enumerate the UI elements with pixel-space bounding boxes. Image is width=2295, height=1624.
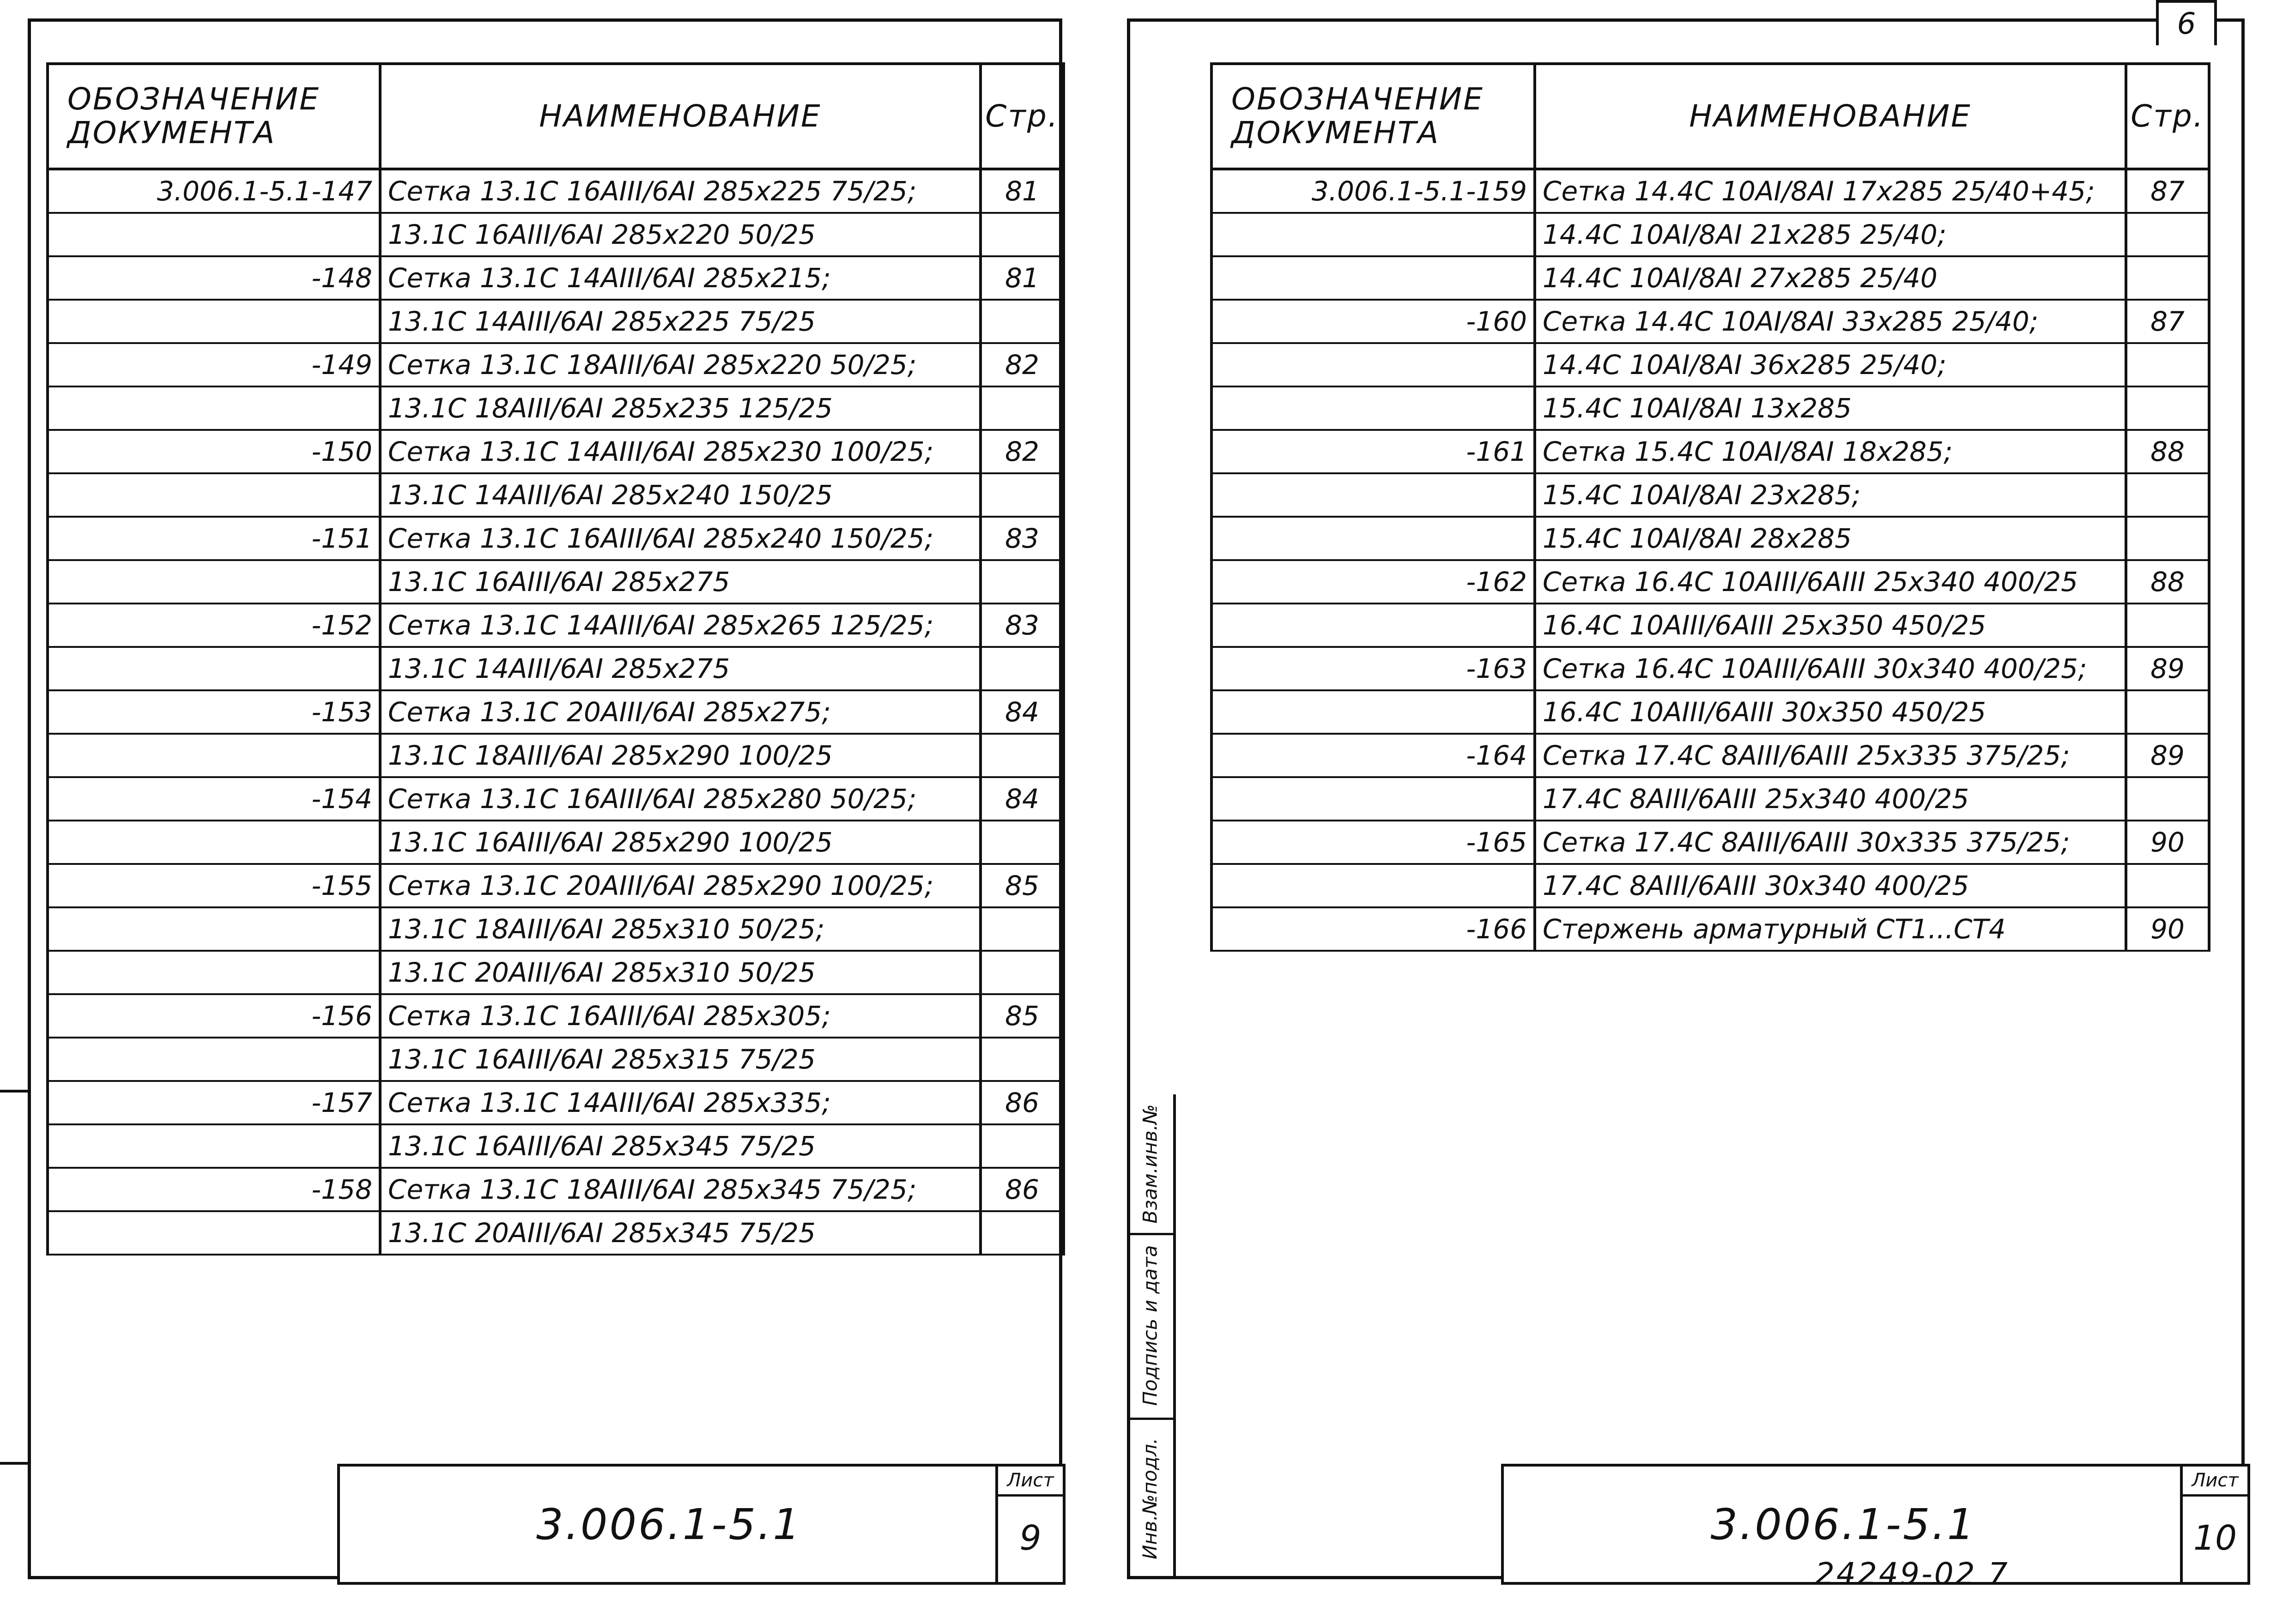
table-row xyxy=(48,213,1064,256)
page-cell: 86 xyxy=(981,1081,1064,1124)
name-cell: Сетка 16.4С 10AIII/6AIII 30x340 400/25; xyxy=(1535,647,2126,690)
doc-cell: -163 xyxy=(1211,647,1535,690)
doc-cell: -149 xyxy=(48,343,380,386)
left-spec-table xyxy=(46,62,1065,1256)
page-cell: 87 xyxy=(2126,300,2209,343)
name-cell: Сетка 13.1С 20AIII/6AI 285x290 100/25; xyxy=(380,864,981,907)
doc-cell: 3.006.1-5.1-159 xyxy=(1211,169,1535,213)
header-page: Стр. xyxy=(2126,64,2209,169)
doc-cell xyxy=(48,821,380,864)
doc-cell: -160 xyxy=(1211,300,1535,343)
table-row xyxy=(48,560,1064,604)
table-row xyxy=(48,1211,1064,1255)
table-row xyxy=(48,1168,1064,1211)
doc-cell: -156 xyxy=(48,994,380,1038)
page-cell: 81 xyxy=(981,169,1064,213)
page-cell: 85 xyxy=(981,864,1064,907)
name-cell: Сетка 13.1С 18AIII/6AI 285x220 50/25; xyxy=(380,343,981,386)
name-cell: Сетка 13.1С 20AIII/6AI 285x275; xyxy=(380,690,981,734)
table-row xyxy=(48,169,1064,213)
page-cell xyxy=(981,734,1064,777)
table-row xyxy=(1211,473,2209,517)
name-cell: Сетка 13.1С 16AIII/6AI 285x305; xyxy=(380,994,981,1038)
table-row xyxy=(1211,343,2209,386)
name-cell: Сетка 15.4С 10AI/8AI 18x285; xyxy=(1535,430,2126,473)
page-cell: 81 xyxy=(981,256,1064,300)
page-cell xyxy=(2126,386,2209,430)
name-cell: Сетка 13.1С 16AIII/6AI 285x240 150/25; xyxy=(380,517,981,560)
page-cell: 83 xyxy=(981,517,1064,560)
doc-cell xyxy=(1211,604,1535,647)
doc-cell: -161 xyxy=(1211,430,1535,473)
page-cell xyxy=(2126,213,2209,256)
page-cell xyxy=(981,1211,1064,1255)
name-cell: 13.1С 16AIII/6AI 285x220 50/25 xyxy=(380,213,981,256)
left-sheet-cell xyxy=(995,1467,1063,1582)
doc-cell xyxy=(48,647,380,690)
page-cell xyxy=(981,1038,1064,1081)
doc-cell xyxy=(48,300,380,343)
name-cell: 13.1С 16AIII/6AI 285x275 xyxy=(380,560,981,604)
doc-cell xyxy=(48,951,380,994)
name-cell: Сетка 17.4С 8AIII/6AIII 30x335 375/25; xyxy=(1535,821,2126,864)
doc-cell: -162 xyxy=(1211,560,1535,604)
table-row xyxy=(48,864,1064,907)
name-cell: 13.1С 18AIII/6AI 285x235 125/25 xyxy=(380,386,981,430)
left-sheet-number: 9 xyxy=(1019,1518,1042,1558)
left-sheet-label: Лист xyxy=(998,1467,1063,1497)
table-row xyxy=(48,1124,1064,1168)
table-row xyxy=(1211,300,2209,343)
table-row xyxy=(1211,604,2209,647)
name-cell: Сетка 14.4С 10AI/8AI 33x285 25/40; xyxy=(1535,300,2126,343)
doc-cell: -166 xyxy=(1211,907,1535,951)
page-cell xyxy=(981,821,1064,864)
table-row xyxy=(1211,213,2209,256)
doc-cell xyxy=(48,734,380,777)
left-binding-stub xyxy=(0,1090,30,1465)
doc-cell: -165 xyxy=(1211,821,1535,864)
header-row xyxy=(1211,64,2209,169)
page-cell xyxy=(981,386,1064,430)
table-row xyxy=(1211,386,2209,430)
page-cell: 83 xyxy=(981,604,1064,647)
doc-cell: -148 xyxy=(48,256,380,300)
table-row xyxy=(1211,734,2209,777)
table-row xyxy=(1211,430,2209,473)
name-cell: 14.4С 10AI/8AI 21x285 25/40; xyxy=(1535,213,2126,256)
name-cell: Сетка 13.1С 16AIII/6AI 285x280 50/25; xyxy=(380,777,981,821)
page-cell xyxy=(2126,256,2209,300)
name-cell: Сетка 13.1С 14AIII/6AI 285x265 125/25; xyxy=(380,604,981,647)
doc-cell: -157 xyxy=(48,1081,380,1124)
table-row xyxy=(48,1081,1064,1124)
side-inv-orig: Инв.№подл. xyxy=(1138,1437,1162,1559)
name-cell: Сетка 16.4С 10AIII/6AIII 25x340 400/25 xyxy=(1535,560,2126,604)
table-row xyxy=(48,951,1064,994)
left-title-block xyxy=(337,1464,1066,1585)
doc-cell xyxy=(48,560,380,604)
table-row xyxy=(1211,821,2209,864)
table-row xyxy=(1211,864,2209,907)
name-cell: 15.4С 10AI/8AI 23x285; xyxy=(1535,473,2126,517)
page-cell: 86 xyxy=(981,1168,1064,1211)
page-cell xyxy=(981,560,1064,604)
table-row xyxy=(48,473,1064,517)
table-row xyxy=(1211,256,2209,300)
page-cell: 90 xyxy=(2126,821,2209,864)
page-cell xyxy=(2126,343,2209,386)
name-cell: Сетка 13.1С 14AIII/6AI 285x335; xyxy=(380,1081,981,1124)
page-cell xyxy=(2126,777,2209,821)
name-cell: 14.4С 10AI/8AI 27x285 25/40 xyxy=(1535,256,2126,300)
doc-cell xyxy=(1211,386,1535,430)
page-cell xyxy=(981,473,1064,517)
page-corner-number: 6 xyxy=(2156,0,2217,45)
doc-cell: -152 xyxy=(48,604,380,647)
page-cell xyxy=(2126,517,2209,560)
doc-cell: -158 xyxy=(48,1168,380,1211)
name-cell: 13.1С 20AIII/6AI 285x310 50/25 xyxy=(380,951,981,994)
name-cell: 13.1С 14AIII/6AI 285x275 xyxy=(380,647,981,690)
name-cell: 13.1С 14AIII/6AI 285x225 75/25 xyxy=(380,300,981,343)
header-page: Стр. xyxy=(981,64,1064,169)
page-cell xyxy=(2126,473,2209,517)
table-row xyxy=(48,994,1064,1038)
table-row xyxy=(1211,169,2209,213)
page-cell: 82 xyxy=(981,430,1064,473)
table-row xyxy=(1211,690,2209,734)
name-cell: Сетка 13.1С 14AIII/6AI 285x215; xyxy=(380,256,981,300)
table-row xyxy=(48,907,1064,951)
side-sign-date: Подпись и дата xyxy=(1127,1233,1173,1420)
right-sheet-number: 10 xyxy=(2193,1518,2237,1558)
table-row xyxy=(48,1038,1064,1081)
table-row xyxy=(48,430,1064,473)
page-cell: 90 xyxy=(2126,907,2209,951)
right-title-code: 3.006.1-5.1 xyxy=(1710,1499,1976,1549)
name-cell: 13.1С 16AIII/6AI 285x315 75/25 xyxy=(380,1038,981,1081)
page-cell xyxy=(981,907,1064,951)
table-row xyxy=(48,821,1064,864)
page-cell: 87 xyxy=(2126,169,2209,213)
page-cell xyxy=(2126,604,2209,647)
page-cell xyxy=(981,951,1064,994)
name-cell: Сетка 13.1С 18AIII/6AI 285x345 75/25; xyxy=(380,1168,981,1211)
right-sheet xyxy=(1127,7,2245,1579)
page-cell: 88 xyxy=(2126,560,2209,604)
name-cell: 13.1С 14AIII/6AI 285x240 150/25 xyxy=(380,473,981,517)
right-sheet-label: Лист xyxy=(2183,1467,2247,1497)
side-replace-inv: Взам.инв.№ xyxy=(1127,1094,1173,1235)
header-doc: ОБОЗНАЧЕНИЕ ДОКУМЕНТА xyxy=(48,64,380,169)
doc-cell xyxy=(1211,473,1535,517)
name-cell: 15.4С 10AI/8AI 13x285 xyxy=(1535,386,2126,430)
right-spec-table xyxy=(1210,62,2210,952)
doc-cell: 3.006.1-5.1-147 xyxy=(48,169,380,213)
name-cell: 13.1С 18AIII/6AI 285x310 50/25; xyxy=(380,907,981,951)
page-cell xyxy=(981,1124,1064,1168)
name-cell: 13.1С 20AIII/6AI 285x345 75/25 xyxy=(380,1211,981,1255)
table-row xyxy=(48,604,1064,647)
table-row xyxy=(48,300,1064,343)
table-row xyxy=(1211,777,2209,821)
doc-cell xyxy=(48,386,380,430)
doc-cell: -153 xyxy=(48,690,380,734)
doc-cell xyxy=(1211,777,1535,821)
name-cell: 13.1С 16AIII/6AI 285x345 75/25 xyxy=(380,1124,981,1168)
name-cell: 14.4С 10AI/8AI 36x285 25/40; xyxy=(1535,343,2126,386)
table-row xyxy=(48,386,1064,430)
name-cell: 13.1С 16AIII/6AI 285x290 100/25 xyxy=(380,821,981,864)
doc-cell xyxy=(48,1124,380,1168)
doc-cell xyxy=(1211,864,1535,907)
page-cell: 88 xyxy=(2126,430,2209,473)
doc-cell xyxy=(48,213,380,256)
name-cell: 15.4С 10AI/8AI 28x285 xyxy=(1535,517,2126,560)
name-cell: Сетка 13.1С 14AIII/6AI 285x230 100/25; xyxy=(380,430,981,473)
name-cell: 17.4С 8AIII/6AIII 25x340 400/25 xyxy=(1535,777,2126,821)
page-cell: 84 xyxy=(981,777,1064,821)
name-cell: Стержень арматурный СТ1...СТ4 xyxy=(1535,907,2126,951)
archive-number: 24249-02 7 xyxy=(1815,1556,2010,1592)
table-row xyxy=(48,517,1064,560)
header-name: НАИМЕНОВАНИЕ xyxy=(1535,64,2126,169)
right-sheet-cell xyxy=(2180,1467,2247,1582)
page-cell: 82 xyxy=(981,343,1064,386)
doc-cell: -155 xyxy=(48,864,380,907)
doc-cell xyxy=(48,473,380,517)
doc-cell xyxy=(1211,256,1535,300)
page-cell xyxy=(981,213,1064,256)
page-cell: 85 xyxy=(981,994,1064,1038)
name-cell: 16.4С 10AIII/6AIII 25x350 450/25 xyxy=(1535,604,2126,647)
side-strip xyxy=(1127,1094,1176,1579)
header-doc: ОБОЗНАЧЕНИЕ ДОКУМЕНТА xyxy=(1211,64,1535,169)
page-cell xyxy=(2126,690,2209,734)
table-row xyxy=(48,777,1064,821)
page-cell xyxy=(981,647,1064,690)
table-row xyxy=(48,256,1064,300)
doc-cell xyxy=(48,1038,380,1081)
header-name: НАИМЕНОВАНИЕ xyxy=(380,64,981,169)
doc-cell: -154 xyxy=(48,777,380,821)
page-cell: 89 xyxy=(2126,734,2209,777)
doc-cell xyxy=(48,1211,380,1255)
name-cell: 13.1С 18AIII/6AI 285x290 100/25 xyxy=(380,734,981,777)
table-row xyxy=(1211,560,2209,604)
doc-cell xyxy=(1211,517,1535,560)
doc-cell: -151 xyxy=(48,517,380,560)
table-row xyxy=(48,734,1064,777)
doc-cell xyxy=(1211,343,1535,386)
header-row xyxy=(48,64,1064,169)
table-row xyxy=(48,343,1064,386)
doc-cell: -150 xyxy=(48,430,380,473)
doc-cell xyxy=(1211,213,1535,256)
page-cell: 89 xyxy=(2126,647,2209,690)
name-cell: 16.4С 10AIII/6AIII 30x350 450/25 xyxy=(1535,690,2126,734)
left-title-code: 3.006.1-5.1 xyxy=(536,1499,802,1549)
page-cell xyxy=(2126,864,2209,907)
name-cell: 17.4С 8AIII/6AIII 30x340 400/25 xyxy=(1535,864,2126,907)
table-row xyxy=(1211,517,2209,560)
name-cell: Сетка 13.1С 16AIII/6AI 285x225 75/25; xyxy=(380,169,981,213)
name-cell: Сетка 17.4С 8AIII/6AIII 25x335 375/25; xyxy=(1535,734,2126,777)
doc-cell: -164 xyxy=(1211,734,1535,777)
table-row xyxy=(48,647,1064,690)
page-cell: 84 xyxy=(981,690,1064,734)
table-row xyxy=(1211,647,2209,690)
page-cell xyxy=(981,300,1064,343)
doc-cell xyxy=(1211,690,1535,734)
table-row xyxy=(1211,907,2209,951)
left-sheet xyxy=(28,18,1062,1579)
name-cell: Сетка 14.4С 10AI/8AI 17x285 25/40+45; xyxy=(1535,169,2126,213)
doc-cell xyxy=(48,907,380,951)
table-row xyxy=(48,690,1064,734)
